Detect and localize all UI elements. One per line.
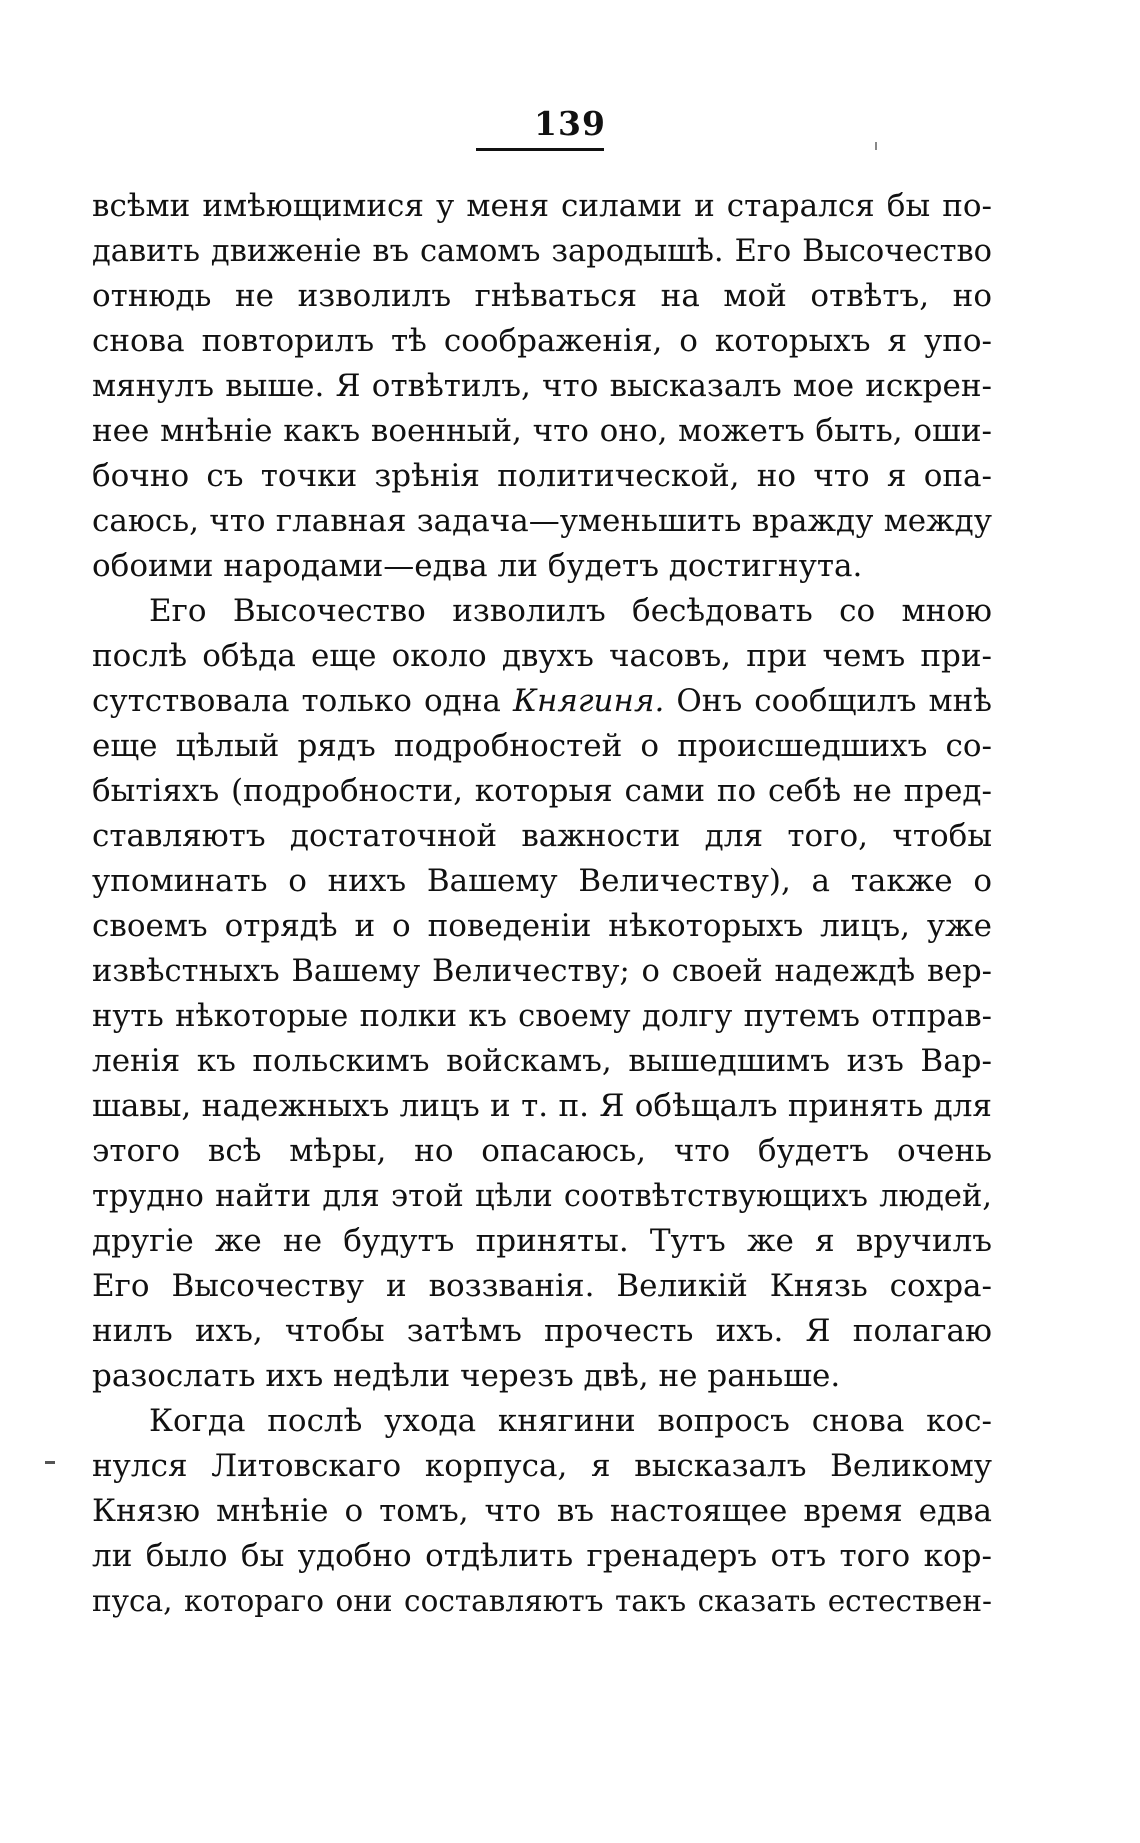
page-number-rule bbox=[476, 148, 604, 151]
text-line: своемъ отрядѣ и о поведеніи нѣкоторыхъ лицъ, уже bbox=[92, 908, 992, 944]
text-line: отнюдь не изволилъ гнѣваться на мой отвѣтъ, но bbox=[92, 278, 992, 314]
text-line: Когда послѣ ухода княгини вопросъ снова кос- bbox=[149, 1403, 992, 1439]
text-line: саюсь, что главная задача—уменьшить вражду между bbox=[92, 503, 992, 539]
text-line: ставляютъ достаточной важности для того, чтобы bbox=[92, 818, 992, 854]
text-line: снова повторилъ тѣ соображенія, о которыхъ я упо- bbox=[92, 323, 992, 359]
text-line: пуса, котораго они составляютъ такъ сказать естествен- bbox=[92, 1584, 992, 1618]
text-line: этого всѣ мѣры, но опасаюсь, что будетъ очень bbox=[92, 1133, 992, 1169]
text-line: разослать ихъ недѣли черезъ двѣ, не раньше. bbox=[92, 1358, 841, 1394]
text-line: Его Высочество изволилъ бесѣдовать со мною bbox=[149, 593, 992, 629]
text-line: шавы, надежныхъ лицъ и т. п. Я обѣщалъ принять для bbox=[92, 1088, 992, 1124]
text-line: ленія къ польскимъ войскамъ, вышедшимъ изъ Вар- bbox=[92, 1043, 992, 1079]
text-line: нулся Литовскаго корпуса, я высказалъ Великому bbox=[92, 1448, 992, 1484]
text-line: трудно найти для этой цѣли соотвѣтствующихъ людей, bbox=[92, 1179, 992, 1214]
text-line: бытіяхъ (подробности, которыя сами по себѣ не пред- bbox=[92, 773, 992, 809]
text-segment: сутствовала только одна bbox=[92, 683, 513, 719]
text-line bbox=[92, 679, 992, 724]
text-line: бочно съ точки зрѣнія политической, но что я опа- bbox=[92, 458, 992, 494]
text-line: Князю мнѣніе о томъ, что въ настоящее время едва bbox=[92, 1493, 992, 1529]
text-line: Его Высочеству и воззванія. Великій Князь сохра- bbox=[92, 1268, 992, 1304]
text-segment: Онъ сообщилъ мнѣ bbox=[664, 683, 992, 719]
italic-term: Княгиня. bbox=[512, 683, 665, 719]
text-line: послѣ обѣда еще около двухъ часовъ, при чемъ при- bbox=[92, 638, 992, 674]
text-line: нуть нѣкоторые полки къ своему долгу путемъ отправ- bbox=[92, 999, 992, 1034]
text-line: всѣми имѣющимися у меня силами и старался бы по- bbox=[92, 188, 992, 224]
text-line: извѣстныхъ Вашему Величеству; о своей надеждѣ вер- bbox=[92, 954, 992, 989]
text-line: нилъ ихъ, чтобы затѣмъ прочесть ихъ. Я полагаю bbox=[92, 1313, 992, 1349]
text-line: ли было бы удобно отдѣлить гренадеръ отъ того кор- bbox=[92, 1538, 992, 1574]
margin-mark bbox=[45, 1461, 55, 1464]
text-line: обоими народами—едва ли будетъ достигнута. bbox=[92, 548, 863, 584]
text-line: другіе же не будутъ приняты. Тутъ же я вручилъ bbox=[92, 1223, 992, 1259]
text-line: еще цѣлый рядъ подробностей о происшедшихъ со- bbox=[92, 728, 992, 764]
page-number: 139 bbox=[534, 104, 606, 143]
text-line: давить движеніе въ самомъ зародышѣ. Его Высочество bbox=[92, 234, 992, 269]
body-text bbox=[92, 184, 992, 1624]
print-mark bbox=[875, 142, 877, 150]
text-line: нее мнѣніе какъ военный, что оно, можетъ быть, оши- bbox=[92, 413, 992, 449]
text-line: упоминать о нихъ Вашему Величеству), а также о bbox=[92, 863, 992, 899]
text-line: мянулъ выше. Я отвѣтилъ, что высказалъ мое искрен- bbox=[92, 368, 992, 404]
